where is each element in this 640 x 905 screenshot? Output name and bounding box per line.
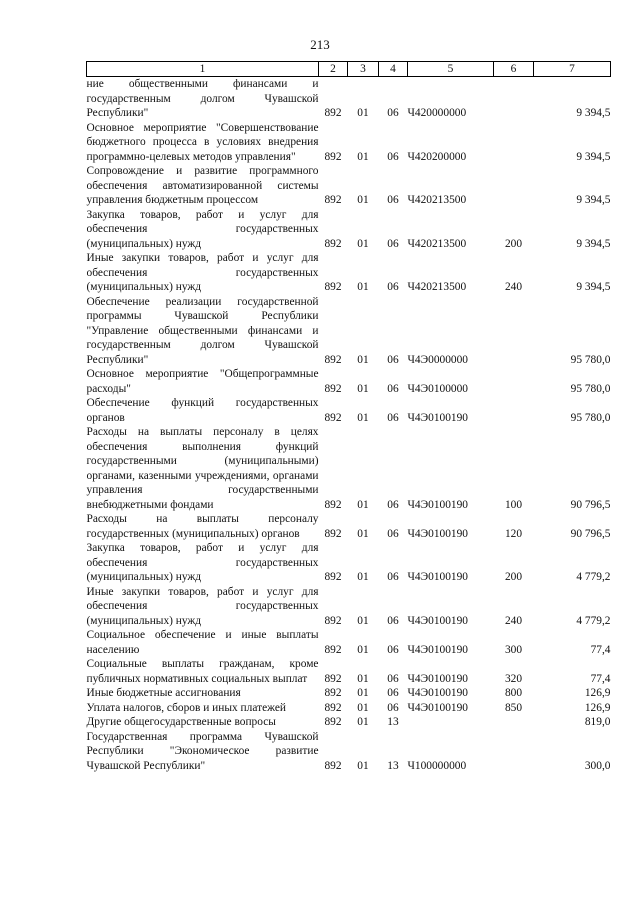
row-name: Основное мероприятие "Совершенствование бюджетного процесса в условиях внедрения программно-целевых методов управления" [86, 121, 319, 163]
expense-type-code: 320 [504, 672, 523, 685]
subsection-code: 06 [387, 281, 399, 293]
target-article-code: Ч420000000 [407, 107, 467, 119]
section-code: 01 [357, 571, 369, 583]
amount: 9 394,5 [576, 107, 611, 119]
col-header-5: 5 [408, 62, 494, 77]
target-article-code: Ч4Э0100190 [407, 411, 468, 424]
row-name: Иные бюджетные ассигнования [86, 687, 241, 699]
row-name: Сопровождение и развитие программного обеспечения автоматизированной системы управления бюджетным процессом [86, 165, 319, 206]
expense-type-code: 200 [504, 237, 523, 250]
expense-type-code [494, 295, 534, 368]
col-header-2: 2 [319, 62, 348, 77]
row-name: Обеспечение реализации государственной программы Чувашской Республики "Управление общественными финансами и государственным долгом Чувашской Республики" [86, 295, 319, 366]
target-article-code: Ч420213500 [407, 194, 467, 206]
budget-table [86, 61, 611, 773]
expense-type-code [494, 396, 534, 425]
expense-type-code: 240 [504, 281, 523, 293]
ministry-code: 892 [324, 571, 342, 583]
section-code: 01 [357, 701, 369, 714]
row-name: Закупка товаров, работ и услуг для обеспечения государственных (муниципальных) нужд [86, 542, 319, 583]
subsection-code: 06 [387, 571, 399, 583]
header-row [87, 62, 611, 77]
section-code: 01 [357, 614, 369, 627]
target-article-code: Ч420213500 [407, 237, 467, 250]
amount: 90 796,5 [570, 498, 611, 511]
ministry-code: 892 [324, 672, 342, 685]
row-name: Расходы на выплаты персоналу в целях обеспечения выполнения функций государственными (муниципальными) органами, казенными учреждениями, органами управления государственными внебюджетными фондами [86, 426, 319, 511]
section-code: 01 [357, 643, 369, 656]
table-row [87, 701, 611, 716]
target-article-code: Ч4Э0100190 [407, 571, 468, 583]
subsection-code: 06 [387, 498, 399, 511]
table-row [87, 295, 611, 368]
col-header-4: 4 [379, 62, 408, 77]
table-row [87, 121, 611, 165]
section-code: 01 [357, 281, 369, 293]
amount: 819,0 [584, 716, 611, 728]
expense-type-code [494, 121, 534, 165]
subsection-code: 06 [387, 382, 399, 395]
target-article-code: Ч4Э0100190 [407, 687, 468, 699]
target-article-code: Ч4Э0100190 [407, 643, 468, 656]
row-name: ние общественными финансами и государственным долгом Чувашской Республики" [86, 78, 319, 119]
table-body [87, 77, 611, 774]
expense-type-code: 200 [504, 571, 523, 583]
amount: 95 780,0 [570, 353, 611, 366]
expense-type-code: 240 [504, 614, 523, 627]
amount: 126,9 [584, 701, 611, 714]
ministry-code: 892 [324, 194, 342, 206]
table-row [87, 512, 611, 541]
section-code: 01 [357, 527, 369, 540]
row-name: Социальное обеспечение и иные выплаты населению [86, 629, 319, 656]
col-header-3: 3 [348, 62, 379, 77]
table-row [87, 628, 611, 657]
section-code: 01 [357, 382, 369, 395]
subsection-code: 06 [387, 643, 399, 656]
row-name: Другие общегосударственные вопросы [86, 716, 276, 728]
table-row [87, 208, 611, 252]
target-article-code: Ч4Э0100190 [407, 527, 468, 540]
page-number: 213 [310, 37, 330, 52]
section-code: 01 [357, 150, 369, 163]
ministry-code: 892 [324, 411, 342, 424]
expense-type-code [494, 77, 534, 121]
target-article-code: Ч4Э0100190 [407, 498, 468, 511]
section-code: 01 [357, 353, 369, 366]
table-row [87, 657, 611, 686]
subsection-code: 13 [387, 716, 399, 728]
expense-type-code [494, 164, 534, 208]
expense-type-code: 850 [504, 701, 523, 714]
target-article-code: Ч420200000 [407, 150, 467, 163]
amount: 90 796,5 [570, 527, 611, 540]
amount: 9 394,5 [576, 281, 611, 293]
subsection-code: 06 [387, 701, 399, 714]
subsection-code: 06 [387, 527, 399, 540]
section-code: 01 [357, 759, 369, 772]
ministry-code: 892 [324, 759, 342, 772]
row-name: Иные закупки товаров, работ и услуг для обеспечения государственных (муниципальных) нужд [86, 252, 319, 293]
expense-type-code: 120 [504, 527, 523, 540]
row-name: Государственная программа Чувашской Республики "Экономическое развитие Чувашской Республики" [86, 730, 319, 772]
ministry-code: 892 [324, 353, 342, 366]
subsection-code: 06 [387, 687, 399, 699]
amount: 9 394,5 [576, 237, 611, 250]
ministry-code: 892 [324, 687, 342, 699]
target-article-code: Ч4Э0100190 [407, 672, 468, 685]
col-header-1: 1 [87, 62, 319, 77]
table-row [87, 164, 611, 208]
section-code: 01 [357, 498, 369, 511]
subsection-code: 06 [387, 107, 399, 119]
target-article-code [408, 715, 494, 730]
ministry-code: 892 [324, 643, 342, 656]
target-article-code: Ч4Э0100000 [407, 382, 468, 395]
section-code: 01 [357, 107, 369, 119]
row-name: Обеспечение функций государственных органов [86, 397, 319, 424]
expense-type-code [494, 715, 534, 730]
amount: 126,9 [584, 687, 611, 699]
ministry-code: 892 [324, 281, 342, 293]
amount: 300,0 [584, 759, 611, 772]
section-code: 01 [357, 237, 369, 250]
amount: 77,4 [590, 672, 611, 685]
target-article-code: Ч4Э0000000 [407, 353, 468, 366]
row-name: Социальные выплаты гражданам, кроме публичных нормативных социальных выплат [86, 658, 319, 685]
expense-type-code: 100 [504, 498, 523, 511]
table-row [87, 541, 611, 585]
section-code: 01 [357, 716, 369, 728]
target-article-code: Ч4Э0100190 [407, 701, 468, 714]
ministry-code: 892 [324, 701, 342, 714]
row-name: Расходы на выплаты персоналу государственных (муниципальных) органов [86, 513, 319, 540]
subsection-code: 06 [387, 194, 399, 206]
table-row [87, 367, 611, 396]
col-header-6: 6 [494, 62, 534, 77]
row-name: Основное мероприятие "Общепрограммные расходы" [86, 368, 319, 395]
col-header-7: 7 [534, 62, 611, 77]
table-row [87, 77, 611, 121]
section-code: 01 [357, 194, 369, 206]
target-article-code: Ч4Э0100190 [407, 614, 468, 627]
table-row [87, 730, 611, 774]
expense-type-code [494, 367, 534, 396]
section-code: 01 [357, 411, 369, 424]
subsection-code: 06 [387, 353, 399, 366]
ministry-code: 892 [324, 107, 342, 119]
table-row [87, 686, 611, 701]
amount: 95 780,0 [570, 382, 611, 395]
table-row [87, 251, 611, 295]
table-row [87, 396, 611, 425]
expense-type-code [494, 730, 534, 774]
ministry-code: 892 [324, 614, 342, 627]
amount: 4 779,2 [576, 571, 611, 583]
amount: 9 394,5 [576, 150, 611, 163]
ministry-code: 892 [324, 716, 342, 728]
subsection-code: 06 [387, 614, 399, 627]
subsection-code: 13 [387, 759, 399, 772]
amount: 4 779,2 [576, 614, 611, 627]
target-article-code: Ч420213500 [407, 281, 467, 293]
row-name: Уплата налогов, сборов и иных платежей [86, 701, 286, 714]
section-code: 01 [357, 687, 369, 699]
table-row [87, 585, 611, 629]
expense-type-code: 300 [504, 643, 523, 656]
expense-type-code: 800 [504, 687, 523, 699]
ministry-code: 892 [324, 150, 342, 163]
amount: 77,4 [590, 643, 611, 656]
subsection-code: 06 [387, 672, 399, 685]
ministry-code: 892 [324, 498, 342, 511]
subsection-code: 06 [387, 237, 399, 250]
subsection-code: 06 [387, 150, 399, 163]
row-name: Закупка товаров, работ и услуг для обеспечения государственных (муниципальных) нужд [86, 208, 319, 250]
ministry-code: 892 [324, 527, 342, 540]
table-row [87, 715, 611, 730]
amount: 95 780,0 [570, 411, 611, 424]
ministry-code: 892 [324, 382, 342, 395]
subsection-code: 06 [387, 411, 399, 424]
ministry-code: 892 [324, 237, 342, 250]
table-row [87, 425, 611, 512]
section-code: 01 [357, 672, 369, 685]
row-name: Иные закупки товаров, работ и услуг для обеспечения государственных (муниципальных) нужд [86, 585, 319, 627]
amount: 9 394,5 [576, 194, 611, 206]
target-article-code: Ч100000000 [407, 759, 467, 772]
